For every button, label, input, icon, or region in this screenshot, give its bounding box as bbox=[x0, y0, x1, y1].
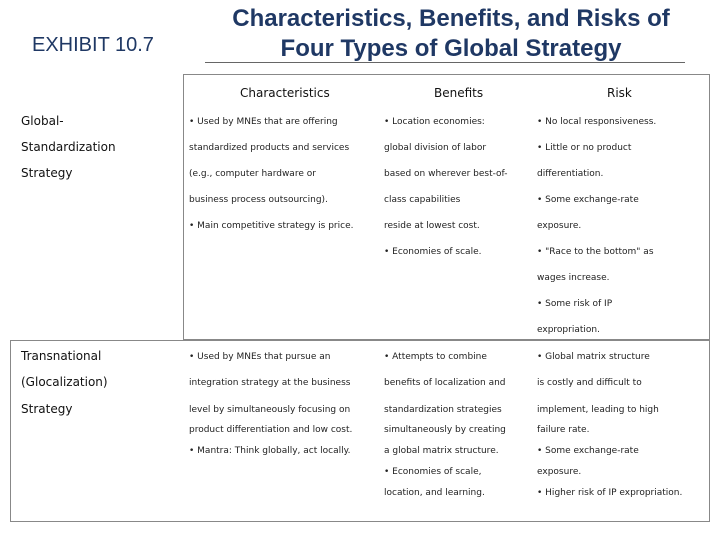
characteristics-line: • Main competitive strategy is price. bbox=[189, 221, 354, 231]
risk-line: is costly and difficult to bbox=[537, 378, 642, 388]
characteristics-line: • Used by MNEs that pursue an bbox=[189, 352, 331, 362]
page-title bbox=[205, 4, 697, 64]
benefits-line: benefits of localization and bbox=[384, 378, 506, 388]
title-line-2: Four Types of Global Strategy bbox=[280, 35, 622, 62]
section-name-line: Global- bbox=[21, 114, 64, 128]
benefits-line: • Attempts to combine bbox=[384, 352, 487, 362]
exhibit-label: EXHIBIT 10.7 bbox=[32, 34, 154, 56]
title-divider bbox=[205, 62, 685, 63]
section-name-line: Strategy bbox=[21, 402, 73, 416]
characteristics-line: • Mantra: Think globally, act locally. bbox=[189, 446, 351, 456]
risk-line: wages increase. bbox=[537, 273, 610, 283]
benefits-line: global division of labor bbox=[384, 143, 487, 153]
title-line-1: Characteristics, Benefits, and Risks of bbox=[232, 5, 670, 32]
risk-line: • Little or no product bbox=[537, 143, 632, 153]
risk-line: exposure. bbox=[537, 467, 582, 477]
column-header-risk: Risk bbox=[607, 86, 632, 100]
benefits-line: • Economies of scale, bbox=[384, 467, 482, 477]
section-name-line: Transnational bbox=[21, 349, 102, 363]
risk-line: • Some exchange-rate bbox=[537, 195, 639, 205]
risk-line: expropriation. bbox=[537, 325, 600, 335]
risk-line: • Higher risk of IP expropriation. bbox=[537, 488, 683, 498]
benefits-line: reside at lowest cost. bbox=[384, 221, 480, 231]
risk-line: exposure. bbox=[537, 221, 582, 231]
section-name-line: Strategy bbox=[21, 166, 73, 180]
benefits-line: • Location economies: bbox=[384, 117, 485, 127]
risk-line: • No local responsiveness. bbox=[537, 117, 657, 127]
characteristics-line: level by simultaneously focusing on bbox=[189, 405, 351, 415]
benefits-line: standardization strategies bbox=[384, 405, 502, 415]
characteristics-line: (e.g., computer hardware or bbox=[189, 169, 316, 179]
table-border-top bbox=[183, 74, 710, 340]
benefits-line: class capabilities bbox=[384, 195, 461, 205]
characteristics-line: integration strategy at the business bbox=[189, 378, 351, 388]
characteristics-line: standardized products and services bbox=[189, 143, 350, 153]
section-name-line: (Glocalization) bbox=[21, 375, 108, 389]
risk-line: failure rate. bbox=[537, 425, 590, 435]
benefits-line: a global matrix structure. bbox=[384, 446, 499, 456]
benefits-line: location, and learning. bbox=[384, 488, 485, 498]
risk-line: • Some risk of IP bbox=[537, 299, 613, 309]
risk-line: implement, leading to high bbox=[537, 405, 659, 415]
risk-line: • Global matrix structure bbox=[537, 352, 650, 362]
column-header-benefits: Benefits bbox=[434, 86, 484, 100]
characteristics-line: product differentiation and low cost. bbox=[189, 425, 353, 435]
characteristics-line: business process outsourcing). bbox=[189, 195, 328, 205]
characteristics-line: • Used by MNEs that are offering bbox=[189, 117, 338, 127]
column-header-characteristics: Characteristics bbox=[240, 86, 330, 100]
benefits-line: • Economies of scale. bbox=[384, 247, 482, 257]
section-name-line: Standardization bbox=[21, 140, 116, 154]
risk-line: • Some exchange-rate bbox=[537, 446, 639, 456]
risk-line: • "Race to the bottom" as bbox=[537, 247, 654, 257]
benefits-line: simultaneously by creating bbox=[384, 425, 506, 435]
risk-line: differentiation. bbox=[537, 169, 604, 179]
benefits-line: based on wherever best-of- bbox=[384, 169, 508, 179]
